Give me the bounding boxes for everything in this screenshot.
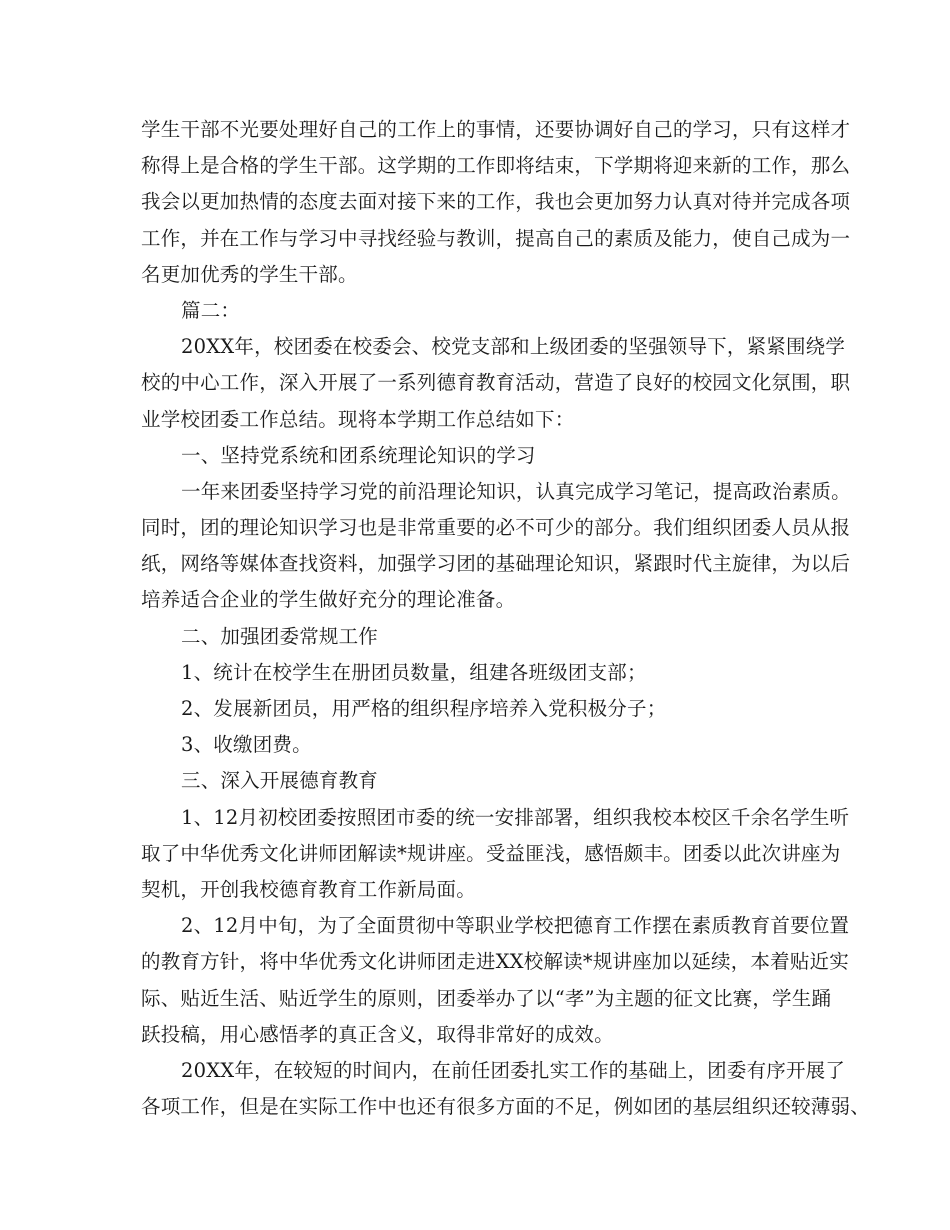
text-line: 际、贴近生活、贴近学生的原则，团委举办了以“孝”为主题的征文比赛，学生踊: [141, 986, 832, 1010]
text-line: 纸，网络等媒体查找资料，加强学习团的基础理论知识，紧跟时代主旋律，为以后: [141, 552, 851, 576]
text-line: 篇二：: [181, 298, 241, 322]
text-line: 20XX年，在较短的时间内，在前任团委扎实工作的基础上，团委有序开展了: [181, 1058, 846, 1082]
text-line: 业学校团委工作总结。现将本学期工作总结如下：: [141, 407, 575, 431]
text-line: 一年来团委坚持学习党的前沿理论知识，认真完成学习笔记，提高政治素质。: [181, 479, 851, 503]
text-line: 各项工作，但是在实际工作中也还有很多方面的不足，例如团的基层组织还较薄弱、: [141, 1095, 870, 1119]
text-line: 取了中华优秀文化讲师团解读*规讲座。受益匪浅，感悟颇丰。团委以此次讲座为: [141, 841, 841, 865]
text-line: 校的中心工作，深入开展了一系列德育教育活动，营造了良好的校园文化氛围，职: [141, 371, 851, 395]
text-line: 称得上是合格的学生干部。这学期的工作即将结束，下学期将迎来新的工作，那么: [141, 154, 851, 178]
text-line: 跃投稿，用心感悟孝的真正含义，取得非常好的成效。: [141, 1022, 614, 1046]
text-line: 二、加强团委常规工作: [181, 624, 379, 648]
text-line: 同时，团的理论知识学习也是非常重要的必不可少的部分。我们组织团委人员从报: [141, 516, 851, 540]
text-line: 2、发展新团员，用严格的组织程序培养入党积极分子；: [181, 697, 667, 720]
text-line: 一、坚持党系统和团系统理论知识的学习: [181, 443, 536, 467]
text-line: 契机，开创我校德育教育工作新局面。: [141, 877, 476, 901]
text-line: 2、12月中旬，为了全面贯彻中等职业学校把德育工作摆在素质教育首要位置: [181, 914, 850, 938]
text-line: 1、12月初校团委按照团市委的统一安排部署，组织我校本校区千余名学生听: [181, 805, 850, 829]
text-line: 学生干部不光要处理好自己的工作上的事情，还要协调好自己的学习，只有这样才: [141, 118, 851, 141]
text-line: 3、收缴团费。: [181, 733, 312, 757]
text-line: 1、统计在校学生在册团员数量，组建各班级团支部；: [181, 660, 647, 684]
text-line: 20XX年，校团委在校委会、校党支部和上级团委的坚强领导下，紧紧围绕学: [181, 335, 846, 359]
text-line: 的教育方针，将中华优秀文化讲师团走进XX校解读*规讲座加以延续，本着贴近实: [141, 950, 849, 974]
text-line: 名更加优秀的学生干部。: [141, 262, 358, 286]
text-line: 我会以更加热情的态度去面对接下来的工作，我也会更加努力认真对待并完成各项: [141, 190, 851, 214]
document-body: [141, 112, 870, 1125]
text-line: 三、深入开展德育教育: [181, 769, 379, 793]
text-line: 工作，并在工作与学习中寻找经验与教训，提高自己的素质及能力，使自己成为一: [141, 226, 851, 250]
text-line: 培养适合企业的学生做好充分的理论准备。: [141, 588, 516, 612]
